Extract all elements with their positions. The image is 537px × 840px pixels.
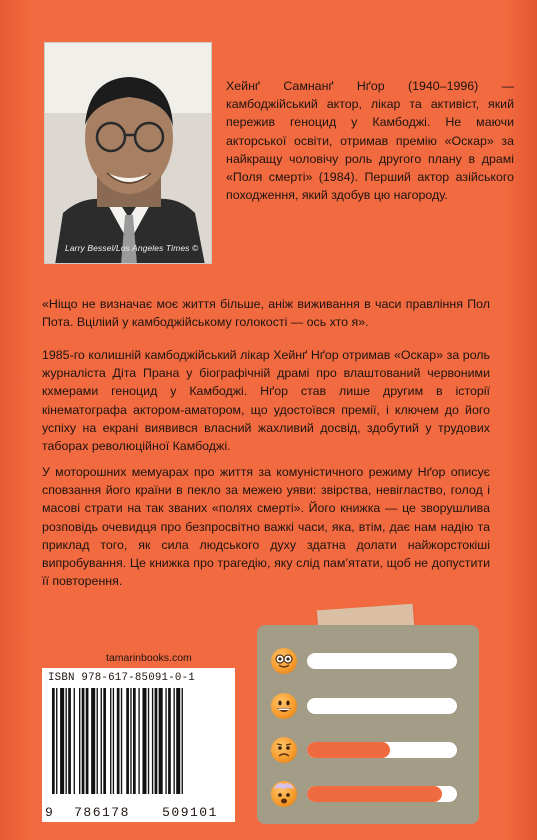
rating-bar [307,698,457,714]
rating-bar [307,786,457,802]
author-bio: Хейнґ Самнанґ Нґор (1940–1996) — камбоджійський актор, лікар та активіст, який пережив геноцид у Камбоджі. Не маючи акторської освіти, отримав премію «Оскар» за найкращу чоловічу роль другого плану в драмі «Поля смерті» (1984). Перший актор азійського походження, який здобув цю нагороду. [226,79,514,203]
rating-row [271,781,467,807]
rating-row [271,693,467,719]
portrait-image [45,43,212,264]
author-quote: «Ніщо не визначає моє життя більше, аніж виживання в часи правління Пол Пота. Вціліий у камбоджійському голокості — ось хто я». [42,297,490,330]
publisher-website: tamarinbooks.com [106,652,192,664]
isbn-number: ISBN 978-617-85091-0-1 [48,672,195,684]
nerd-face-icon [271,648,297,674]
rating-row [271,648,467,674]
ean-left-digits: 786178 [74,805,130,820]
ean-first-digit: 9 [45,805,53,820]
rating-bar [307,742,457,758]
description-paragraph-1: 1985-го колишній камбоджійський лікар Хейнґ Нґор отримав «Оскар» за роль журналіста Діта Прана у біографічній драмі про влаштований червоними кхмерами геноцид у Камбоджі. Нґор став лише другим в історії кінематографа актором-аматором, що удостоївся премії, і ключем до його успіху на екрані виявився власний жахливий досвід, здобутий у трудових таборах революційної Камбоджі. [42,348,490,454]
grinning-face-icon [271,693,297,719]
photo-credit: Larry Bessel/Los Angeles Times © [65,243,199,253]
isbn-barcode [42,668,235,822]
rating-row [271,737,467,763]
description-paragraph-2: У моторошних мемуарах про життя за комуністичного режиму Нґор описує сповзання його країни в пекло за межею уяви: звірства, невігластво, голод і масові страти на так званих «полях смерті». Його книжка — це зворушлива розповідь очевидця про безпросвітно важкі часи, яка, втім, дає нам надію та приклад того, як сила людського духу здатна долати найжорстокіші випробування. Це книжка про трагедію, яку слід пам’ятати, щоб не допустити її повторення. [42,465,490,589]
author-photo [44,42,212,264]
rating-bar [307,653,457,669]
barcode-bars [52,688,226,796]
rating-board [257,625,479,824]
rating-bar-fill [307,786,442,802]
ean-digits [45,805,233,820]
worried-face-icon [271,737,297,763]
ean-right-digits: 509101 [162,805,218,820]
exploding-head-icon [271,781,297,807]
rating-bar-fill [307,742,390,758]
